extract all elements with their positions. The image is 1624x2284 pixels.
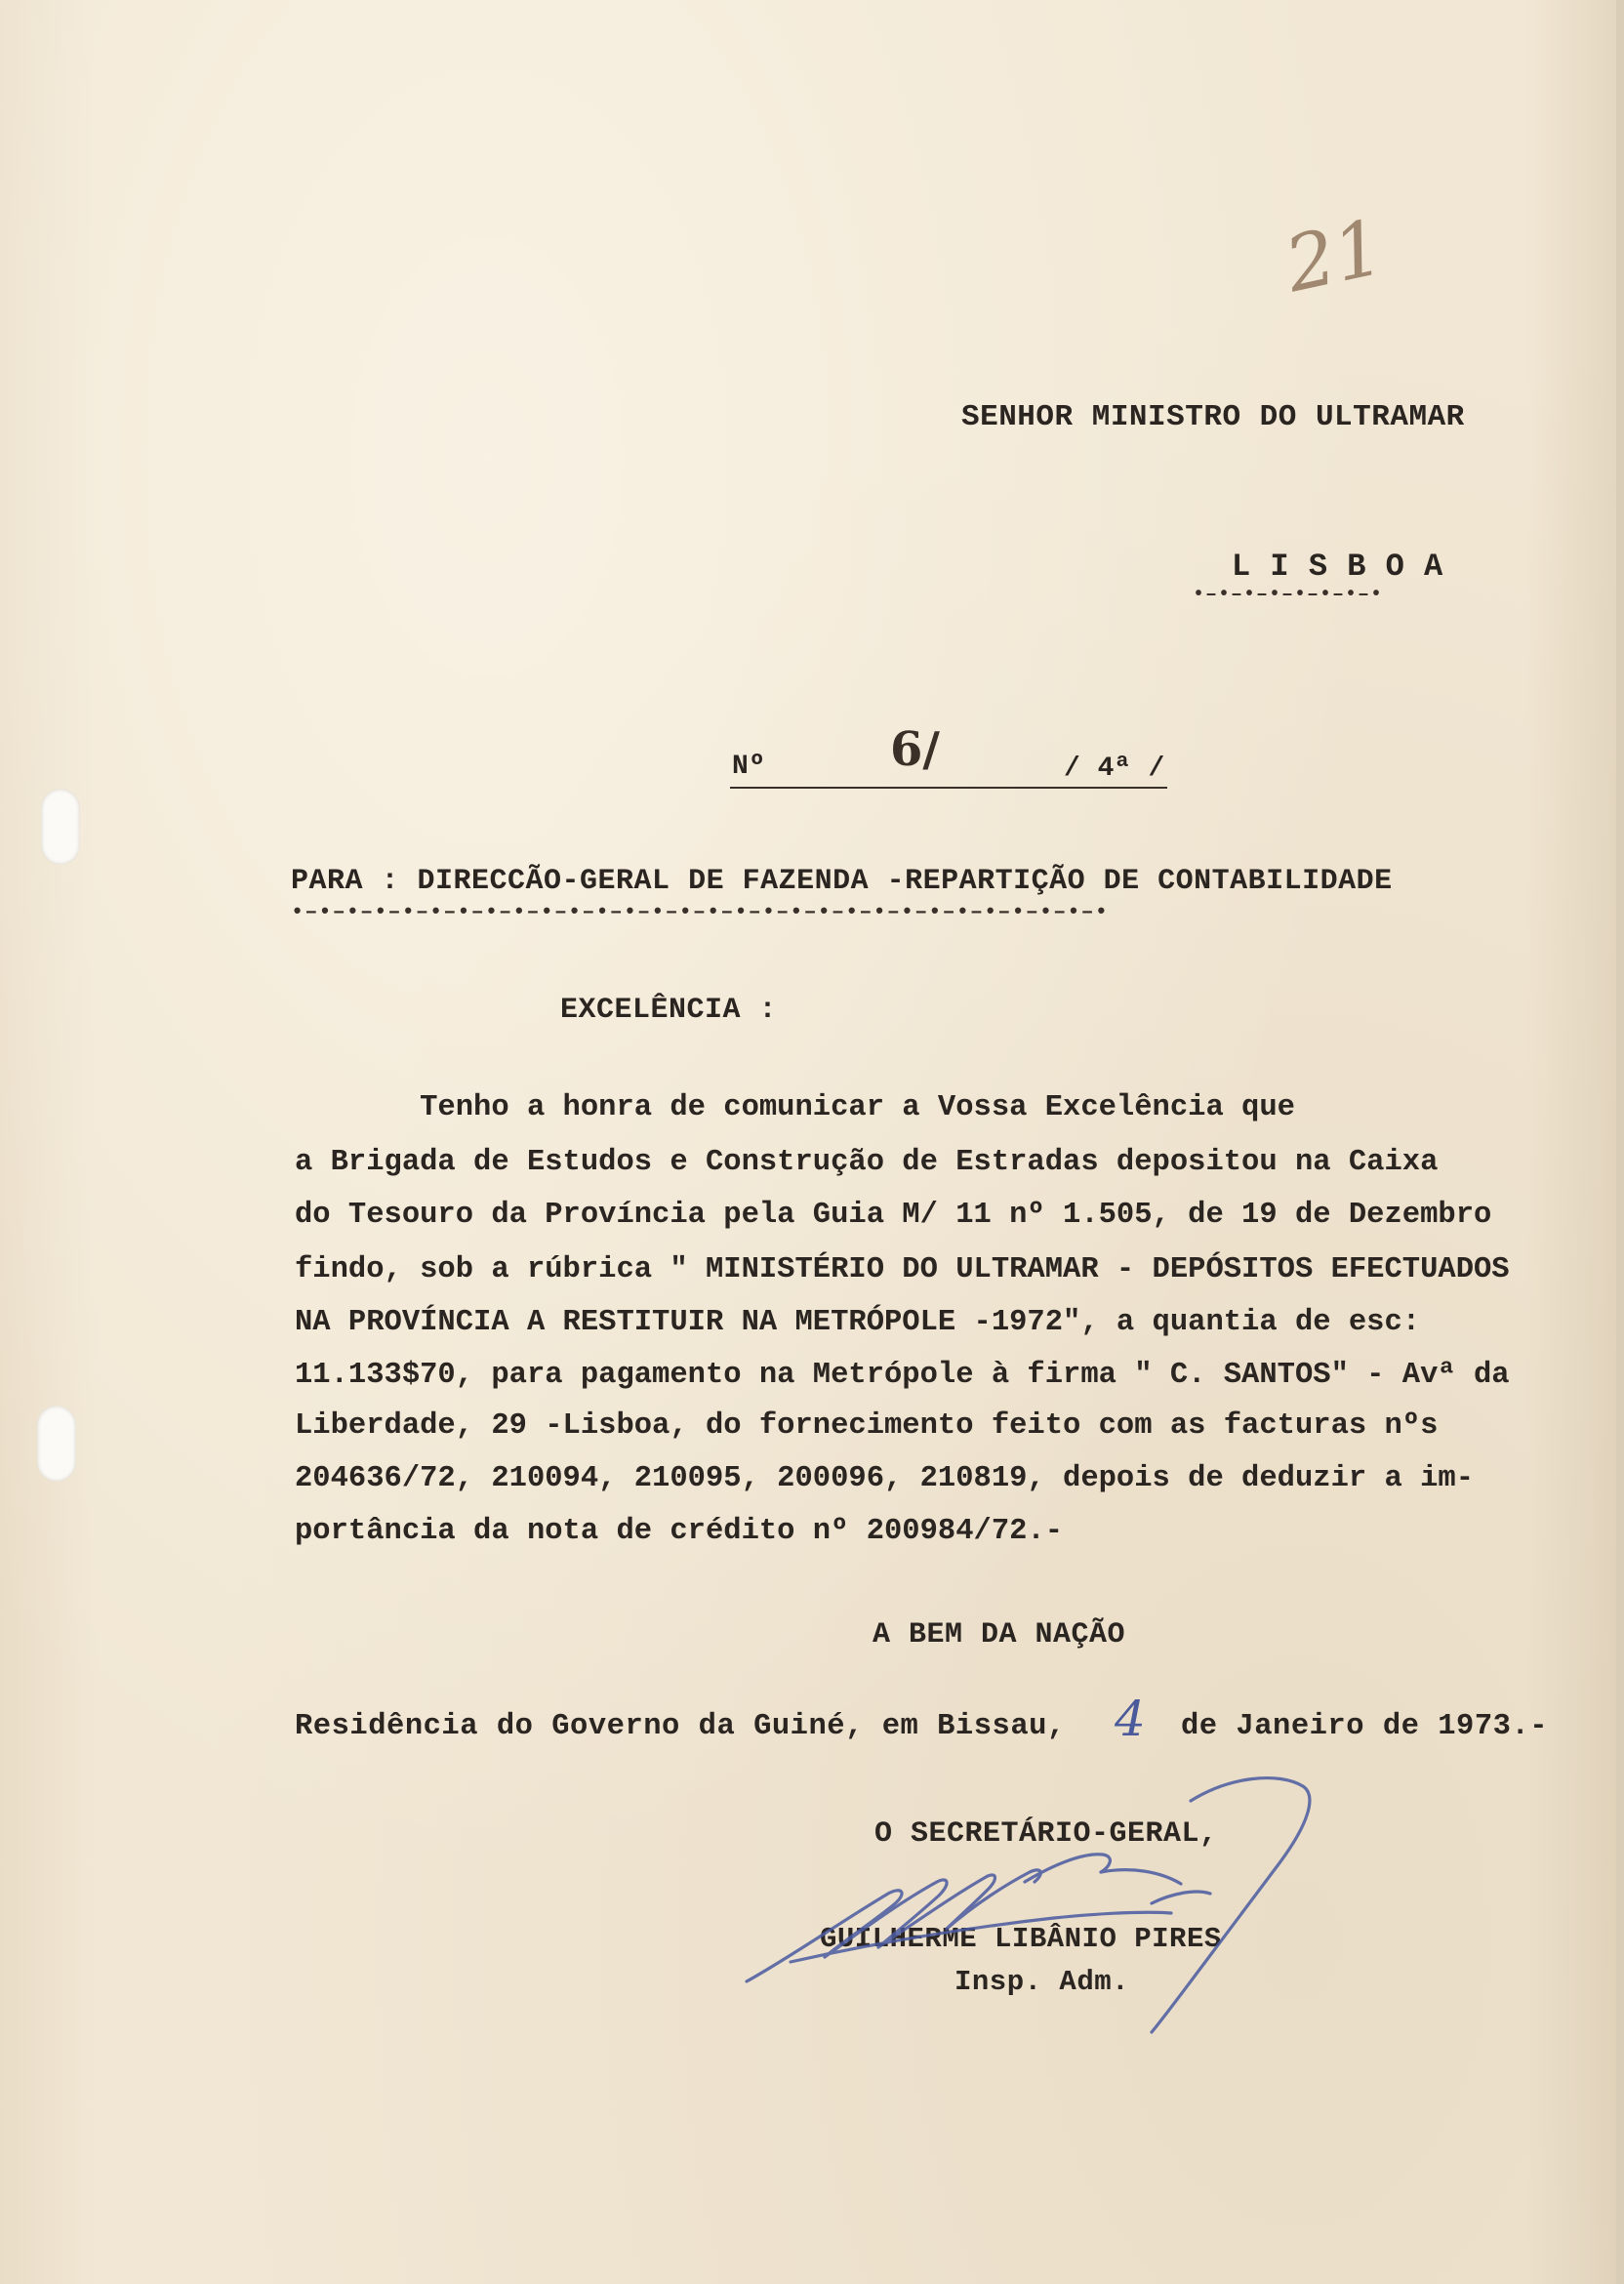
signatory-name: GUILHERME LIBÂNIO PIRES (820, 1923, 1222, 1955)
reference-value: 6/ (890, 722, 940, 777)
body-line: 204636/72, 210094, 210095, 200096, 210819, depois de deduzir a im- (295, 1462, 1474, 1495)
date-suffix: de Janeiro de 1973.- (1181, 1710, 1549, 1743)
body-line: Tenho a honra de comunicar a Vossa Excelência que (295, 1091, 1295, 1124)
corner-folio-mark: 21 (1278, 203, 1392, 310)
page-edge (1616, 0, 1624, 2284)
para-underline: •–•–•–•–•–•–•–•–•–•–•–•–•–•–•–•–•–•–•–•–•–•–•–•–•–•–•–•–•–• (291, 900, 1109, 924)
body-line: a Brigada de Estudos e Construção de Estradas depositou na Caixa (295, 1146, 1439, 1179)
body-line: do Tesouro da Província pela Guia M/ 11 nº 1.505, de 19 de Dezembro (295, 1199, 1492, 1232)
body-line: portância da nota de crédito nº 200984/72.- (295, 1515, 1064, 1548)
body-line: findo, sob a rúbrica " MINISTÉRIO DO ULTRAMAR - DEPÓSITOS EFECTUADOS (295, 1253, 1510, 1286)
body-line: Liberdade, 29 -Lisboa, do fornecimento feito com as facturas nºs (295, 1409, 1439, 1443)
city-underline: •–•–•–•–•–•–•–• (1193, 584, 1384, 606)
addressee-city: L I S B O A (1232, 549, 1443, 585)
punch-hole-top (41, 789, 80, 865)
para-recipient: PARA : DIRECCÃO-GERAL DE FAZENDA -REPARTIÇÃO DE CONTABILIDADE (291, 865, 1393, 898)
body-line: NA PROVÍNCIA A RESTITUIR NA METRÓPOLE -1972", a quantia de esc: (295, 1306, 1421, 1339)
salutation: EXCELÊNCIA : (560, 994, 778, 1027)
punch-hole-bottom (37, 1406, 76, 1482)
signatory-role: O SECRETÁRIO-GERAL, (874, 1817, 1218, 1851)
body-line: 11.133$70, para pagamento na Metrópole à firma " C. SANTOS" - Avª da (295, 1359, 1510, 1392)
date-prefix: Residência do Governo da Guiné, em Bissau, (295, 1710, 1066, 1743)
reference-label: Nº (732, 752, 766, 782)
reference-suffix: / 4ª / (1064, 754, 1165, 784)
reference-underline (730, 787, 1167, 789)
handwritten-signature-icon (732, 1757, 1337, 2040)
date-day-handwritten: 4 (1115, 1691, 1146, 1747)
addressee-title: SENHOR MINISTRO DO ULTRAMAR (961, 400, 1465, 434)
closing-formula: A BEM DA NAÇÃO (873, 1618, 1126, 1652)
signatory-rank: Insp. Adm. (954, 1966, 1130, 1998)
